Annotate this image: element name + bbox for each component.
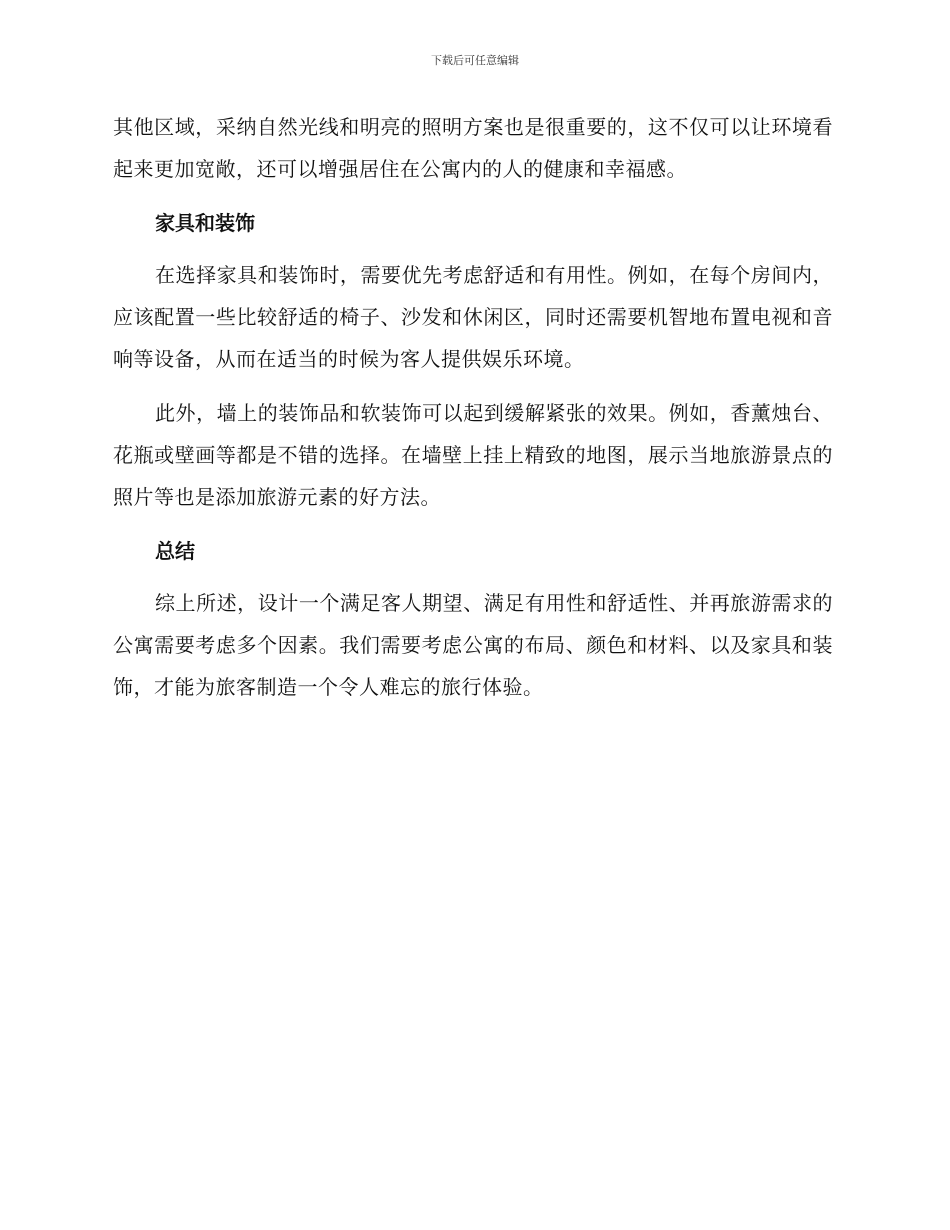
document-body (113, 106, 833, 720)
section-heading-furniture: 家具和装饰 (155, 211, 255, 235)
paragraph-furniture: 在选择家具和装饰时，需要优先考虑舒适和有用性。例如，在每个房间内，应该配置一些比较舒适的椅子、沙发和休闲区，同时还需要机智地布置电视和音响等设备，从而在适当的时候为客人提供娱乐环境。 (113, 263, 833, 371)
page-header: 下载后可任意编辑 (431, 54, 519, 67)
paragraph-lighting-continued: 其他区域，采纳自然光线和明亮的照明方案也是很重要的，这不仅可以让环境看起来更加宽敞，还可以增强居住在公寓内的人的健康和幸福感。 (113, 115, 833, 181)
section-heading-summary: 总结 (155, 539, 195, 563)
paragraph-summary: 综上所述，设计一个满足客人期望、满足有用性和舒适性、并再旅游需求的公寓需要考虑多个因素。我们需要考虑公寓的布局、颜色和材料、以及家具和装饰，才能为旅客制造一个令人难忘的旅行体验。 (113, 591, 833, 699)
paragraph-decoration: 此外，墙上的装饰品和软装饰可以起到缓解紧张的效果。例如，香薰烛台、花瓶或壁画等都是不错的选择。在墙壁上挂上精致的地图，展示当地旅游景点的照片等也是添加旅游元素的好方法。 (113, 401, 833, 509)
